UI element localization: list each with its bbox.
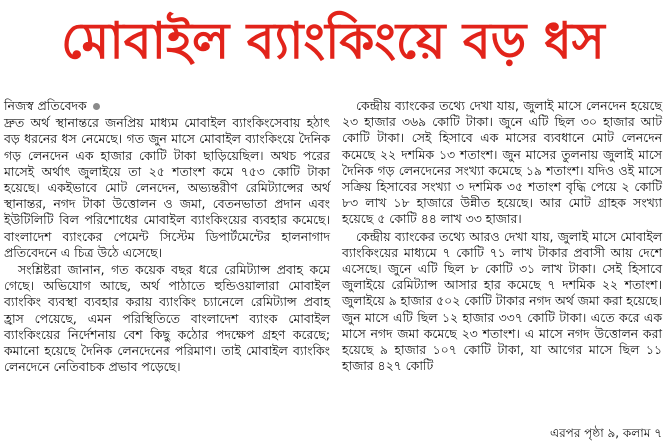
left-column (4, 98, 330, 376)
paragraph: কেন্দ্রীয় ব্যাংকের তথ্যে দেখা যায়, জুলাই মাসে লেনদেন হয়েছে ২৩ হাজার ৩৬৯ কোটি টাকা। জুনে এটি ছিল ৩০ হাজার আট কোটি টাকা। সেই হিসাবে এক মাসের ব্যবধানে মোট লেনদেন কমেছে ২২ দশমিক ১৩ শতাংশ। জুন মাসের তুলনায় জুলাই মাসে দৈনিক গড় লেনদেনের সংখ্যা কমেছে ১৯ শতাংশ। যদিও ওই মাসে সক্রিয় হিসাবের সংখ্যা ৩ দশমিক ৩৫ শতাংশ বৃদ্ধি পেয়ে ২ কোটি ৮৩ লাখ ১৮ হাজারে উন্নীত হয়েছে। আর মোট গ্রাহক সংখ্যা হয়েছে ৫ কোটি ৪৪ লাখ ৩৩ হাজার। (342, 98, 662, 227)
bullet-dot-icon (93, 103, 100, 110)
paragraph: দ্রুত অর্থ স্থানান্তরে জনপ্রিয় মাধ্যম মোবাইল ব্যাংকিংসেবায় হঠাৎ বড় ধরনের ধস নেমেছে। গত জুন মাসে মোবাইল ব্যাংকিংয়ে দৈনিক গড় লেনদেন এক হাজার কোটি টাকা ছাড়িয়েছিল। অথচ পরের মাসেই অর্থাৎ জুলাইয়ে তা ২৫ শতাংশ কমে ৭৫৩ কোটি টাকা হয়েছে। একইভাবে মোট লেনদেন, অভ্যন্তরীণ রেমিট্যান্সের অর্থ স্থানান্তর, নগদ টাকা উত্তোলন ও জমা, বেতনভাতা প্রদান এবং ইউটিলিটি বিল পরিশোধের মোবাইল ব্যাংকিংয়ের ব্যবহার কমেছে। বাংলাদেশ ব্যাংকের পেমেন্ট সিস্টেম ডিপার্টমেন্টের হালনাগাদ প্রতিবেদনে এ চিত্র উঠে এসেছে। (4, 115, 330, 260)
byline-text: নিজস্ব প্রতিবেদক (4, 98, 87, 113)
paragraph: কেন্দ্রীয় ব্যাংকের তথ্যে আরও দেখা যায়, জুলাই মাসে মোবাইল ব্যাংকিংয়ের মাধ্যমে ৭ কোটি ৭১ লাখ টাকার প্রবাসী আয় দেশে এসেছে। জুনে এটি ছিল ৮ কোটি ৩১ লাখ টাকা। সেই হিসাবে জুলাইয়ে রেমিট্যান্স আসার হার কমেছে ৭ দশমিক ২২ শতাংশ। জুলাইয়ে ৯ হাজার ৫০২ কোটি টাকার নগদ অর্থ জমা করা হয়েছে। জুন মাসে এটি ছিল ১২ হাজার ৩৩৭ কোটি টাকা। এতে করে এক মাসে নগদ জমা কমেছে ২৩ শতাংশ। এ মাসে নগদ উত্তোলন করা হয়েছে ৯ হাজার ১০৭ কোটি টাকা, যা আগের মাসে ছিল ১১ হাজার ৪২৭ কোটি (342, 228, 662, 374)
continued-note: এরপর পৃষ্ঠা ৯, কলাম ৭ (549, 426, 662, 440)
byline (4, 98, 330, 114)
headline: মোবাইল ব্যাংকিংয়ে বড় ধস (61, 11, 605, 70)
paragraph: সংশ্লিষ্টরা জানান, গত কয়েক বছর ধরে রেমিট্যান্স প্রবাহ কমে গেছে। অভিযোগ আছে, অর্থ পাঠাতে হুন্ডিওয়ালারা মোবাইল ব্যাংকিং ব্যবস্থা ব্যবহার করায় ব্যাংকিং চ্যানেলে রেমিট্যান্স প্রবাহ হ্রাস পেয়েছে, এমন পরিস্থিতিতে বাংলাদেশ ব্যাংক মোবাইল ব্যাংকিংয়ের নির্দেশনায় বেশ কিছু কঠোর পদক্ষেপ গ্রহণ করেছে; কমানো হয়েছে দৈনিক লেনদেনের পরিমাণ। তাই মোবাইল ব্যাংকিং লেনদেনে নেতিবাচক প্রভাব পড়েছে। (4, 262, 330, 375)
right-column (342, 98, 662, 375)
